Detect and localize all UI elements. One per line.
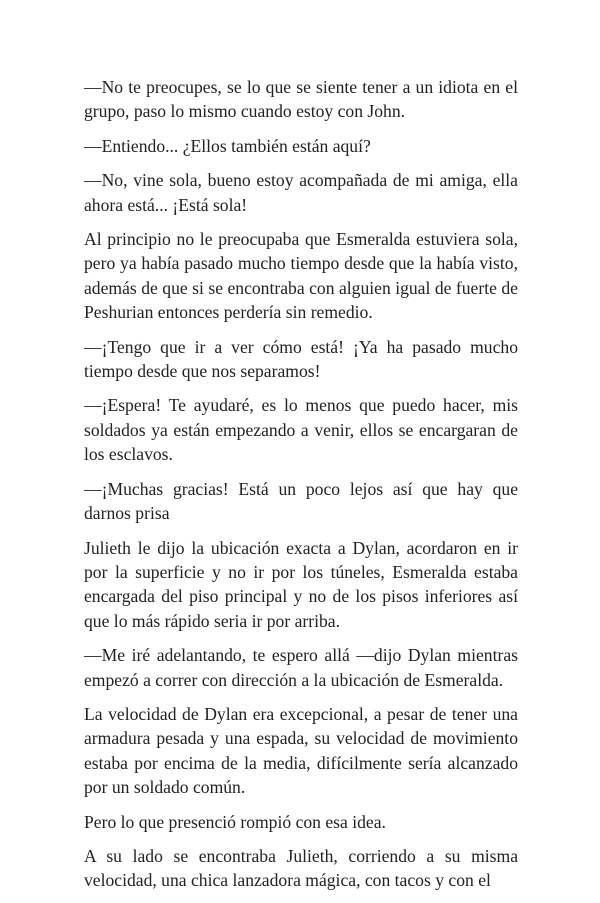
paragraph: Al principio no le preocupaba que Esmeralda estuviera sola, pero ya había pasado mucho tiempo desde que la había visto, además de que si se encontraba con alguien igual de fuerte de Peshurian entonces perdería sin remedio. xyxy=(84,229,518,323)
paragraph: —¡Tengo que ir a ver cómo está! ¡Ya ha pasado mucho tiempo desde que nos separamos! xyxy=(84,336,518,382)
paragraph: La velocidad de Dylan era excepcional, a pesar de tener una armadura pesada y una espada, su velocidad de movimiento estaba por encima de la media, difícilmente sería alcanzado por un soldado común. xyxy=(84,703,518,798)
paragraph: —Entiendo... ¿Ellos también están aquí? xyxy=(84,135,371,156)
paragraph: —¡Espera! Te ayudaré, es lo menos que puedo hacer, mis soldados ya están empezando a venir, ellos se encargaran de los esclavos. xyxy=(84,395,518,465)
paragraph: —No, vine sola, bueno estoy acompañada de mi amiga, ella ahora está... ¡Está sola! xyxy=(84,170,518,215)
paragraph: Julieth le dijo la ubicación exacta a Dylan, acordaron en ir por la superficie y no ir por los túneles, Esmeralda estaba encargada del piso principal y no de los pisos inferiores así que lo más rápido seria ir por arriba. xyxy=(84,537,518,631)
paragraph: A su lado se encontraba Julieth, corriendo a su misma velocidad, una chica lanzadora mágica, con tacos y con el xyxy=(84,845,518,891)
paragraph: —Me iré adelantando, te espero allá —dijo Dylan mientras empezó a correr con dirección a la ubicación de Esmeralda. xyxy=(84,645,518,690)
paragraph: Pero lo que presenció rompió con esa idea. xyxy=(84,811,386,832)
paragraph: —¡Muchas gracias! Está un poco lejos así que hay que darnos prisa xyxy=(84,478,518,524)
page-text xyxy=(84,75,518,903)
paragraph: —No te preocupes, se lo que se siente tener a un idiota en el grupo, paso lo mismo cuando estoy con John. xyxy=(84,77,518,122)
